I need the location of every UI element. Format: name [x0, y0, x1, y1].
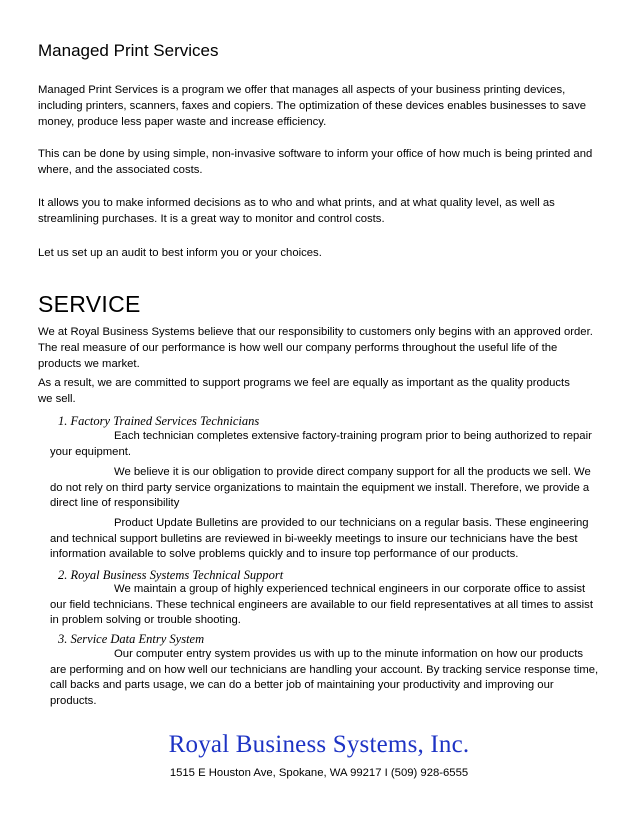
list-item-title-1: 1. Factory Trained Services Technicians [58, 414, 260, 428]
list-item-3-paragraph-1: Our computer entry system provides us with up to the minute information on how our products are performing and on how well our technicians are handling your account. By tracking service response time, call backs and parts usage, we can do a better job of maintaining your productivity and improving our products. [50, 648, 599, 707]
managed-print-heading: Managed Print Services [38, 41, 219, 60]
service-intro-2: As a result, we are committed to support programs we feel are equally as important as the quality products we sell. [38, 377, 570, 405]
list-item-2-paragraph-1: We maintain a group of highly experienced technical engineers in our corporate office to assist our field technicians. These technical engineers are available to our field representatives at all times to assist in problem solving or trouble shooting. [50, 583, 593, 626]
managed-paragraph-2: This can be done by using simple, non-invasive software to inform your office of how much is being printed and where, and the associated costs. [38, 148, 593, 176]
list-item-1-paragraph-3: Product Update Bulletins are provided to our technicians on a regular basis. These engineering and technical support bulletins are reviewed in bi-weekly meetings to insure our technicians have the best information available to solve problems quickly and to insure top performance of our products. [50, 517, 589, 560]
company-address: 1515 E Houston Ave, Spokane, WA 99217 I (509) 928-6555 [169, 767, 469, 779]
service-heading: SERVICE [38, 291, 141, 317]
list-item-1-paragraph-1: Each technician completes extensive factory-training program prior to being authorized to repair your equipment. [50, 430, 592, 458]
managed-paragraph-1: Managed Print Services is a program we offer that manages all aspects of your business printing devices, including printers, scanners, faxes and copiers. The optimization of these devices enables businesses to save money, produce less paper waste and increase efficiency. [38, 84, 586, 128]
list-item-title-2: 2. Royal Business Systems Technical Support [58, 568, 284, 582]
managed-paragraph-4: Let us set up an audit to best inform you or your choices. [38, 247, 322, 259]
list-item-1-paragraph-2: We believe it is our obligation to provide direct company support for all the products we sell. We do not rely on third party service organizations to maintain the equipment we install. Therefore, we provide a direct line of responsibility [50, 466, 591, 509]
managed-paragraph-3: It allows you to make informed decisions as to who and what prints, and at what quality level, as well as streamlining purchases. It is a great way to monitor and control costs. [38, 197, 555, 225]
company-name: Royal Business Systems, Inc. [168, 731, 470, 758]
service-intro-1: We at Royal Business Systems believe that our responsibility to customers only begins with an approved order. The real measure of our performance is how well our company performs throughout the useful life of the products we market. [38, 326, 593, 370]
list-item-title-3: 3. Service Data Entry System [58, 632, 205, 646]
